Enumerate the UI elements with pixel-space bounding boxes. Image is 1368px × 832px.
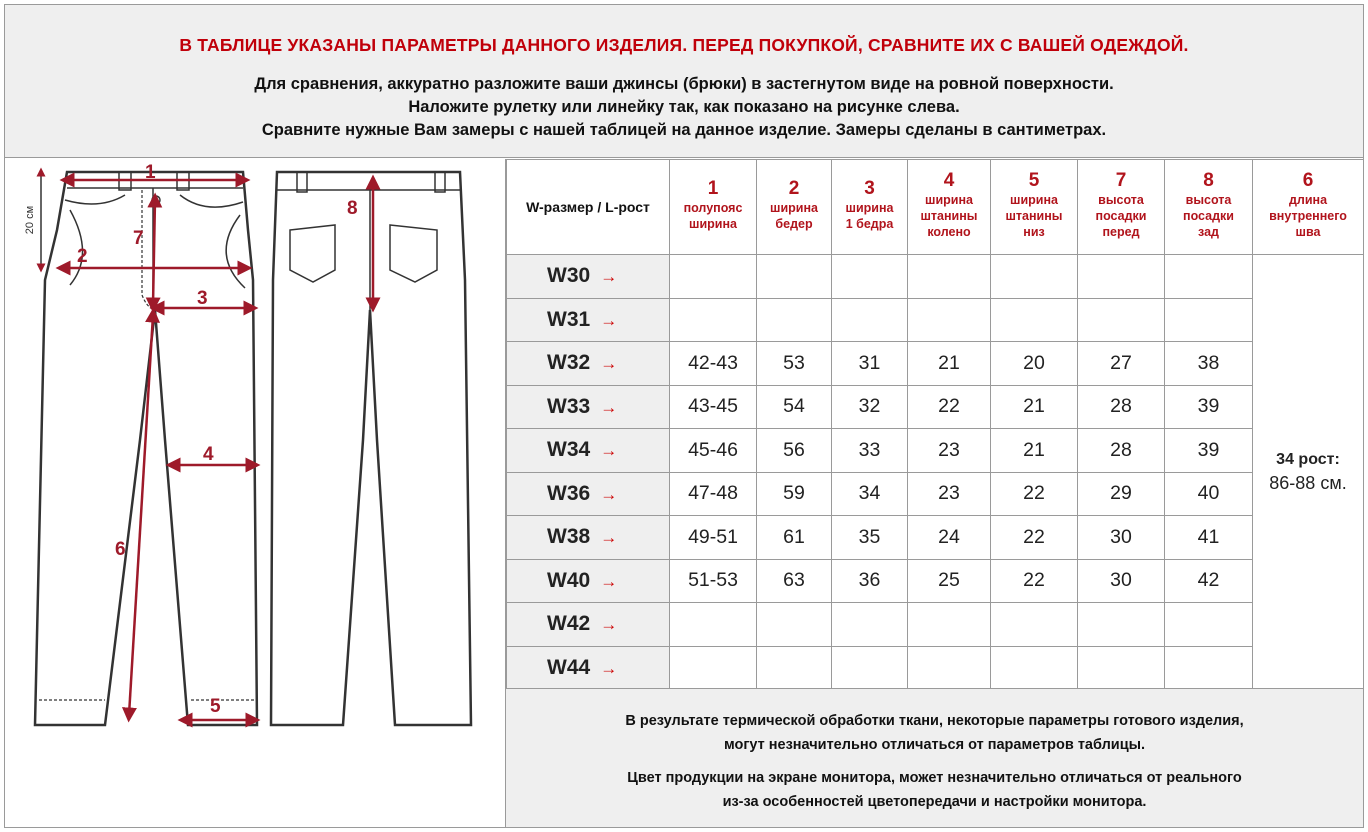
value-cell: 32 <box>832 385 908 429</box>
value-cell: 47-48 <box>670 472 757 516</box>
value-cell: 30 <box>1078 559 1165 603</box>
value-cell: 42-43 <box>670 342 757 386</box>
value-cell: 34 <box>832 472 908 516</box>
inseam-label: 34 рост: <box>1276 450 1340 468</box>
note-line: Цвет продукции на экране монитора, может незначительно отличаться от реального <box>627 770 1242 786</box>
size-cell <box>507 516 670 560</box>
header-row <box>507 160 1364 255</box>
value-cell: 54 <box>757 385 832 429</box>
value-cell: 59 <box>757 472 832 516</box>
marker-7: 7 <box>133 228 144 249</box>
size-label: W36 <box>547 481 591 505</box>
size-label: W44 <box>547 655 591 679</box>
table-row <box>507 646 1364 690</box>
jeans-illustration <box>5 160 505 740</box>
col-header: 1 полупояс ширина <box>670 160 757 255</box>
value-cell: 20 <box>991 342 1078 386</box>
value-cell: 33 <box>832 429 908 473</box>
size-cell <box>507 559 670 603</box>
value-cell: 22 <box>991 559 1078 603</box>
value-cell: 49-51 <box>670 516 757 560</box>
marker-3: 3 <box>197 288 208 309</box>
note-line: могут незначительно отличаться от параметров таблицы. <box>723 737 1146 753</box>
marker-2: 2 <box>77 246 88 267</box>
value-cell <box>670 646 757 690</box>
jeans-measurement-drawing <box>5 160 505 740</box>
value-cell: 28 <box>1078 385 1165 429</box>
marker-5: 5 <box>210 696 221 717</box>
value-cell <box>1165 255 1253 299</box>
marker-4: 4 <box>203 444 214 465</box>
value-cell: 45-46 <box>670 429 757 473</box>
instruction-line: Сравните нужные Вам замеры с нашей таблицей на данное изделие. Замеры сделаны в сантиметрах. <box>261 121 1107 139</box>
value-cell: 21 <box>908 342 991 386</box>
value-cell: 31 <box>832 342 908 386</box>
table-row <box>507 472 1364 516</box>
footer-notes <box>506 688 1363 827</box>
value-cell <box>908 298 991 342</box>
arrow-icon: → <box>600 571 618 591</box>
col-header: 6 длина внутреннего шва <box>1253 160 1364 255</box>
value-cell: 27 <box>1078 342 1165 386</box>
value-cell: 36 <box>832 559 908 603</box>
size-cell <box>507 646 670 690</box>
value-cell: 40 <box>1165 472 1253 516</box>
size-label: W33 <box>547 394 591 418</box>
value-cell <box>832 298 908 342</box>
value-cell <box>757 646 832 690</box>
arrow-icon: → <box>600 528 618 548</box>
value-cell: 35 <box>832 516 908 560</box>
note-color <box>506 766 1363 814</box>
arrow-icon: → <box>600 484 618 504</box>
value-cell: 42 <box>1165 559 1253 603</box>
side-measure-label: 20 см <box>24 205 36 235</box>
value-cell <box>832 603 908 647</box>
size-cell <box>507 255 670 299</box>
size-label: W32 <box>547 351 591 375</box>
col-header: 7 высота посадки перед <box>1078 160 1165 255</box>
value-cell: 30 <box>1078 516 1165 560</box>
arrow-icon: → <box>600 310 618 330</box>
instructions <box>5 73 1363 142</box>
value-cell <box>991 646 1078 690</box>
size-label: W30 <box>547 264 591 288</box>
table-row <box>507 342 1364 386</box>
value-cell: 21 <box>991 429 1078 473</box>
value-cell: 38 <box>1165 342 1253 386</box>
value-cell <box>670 255 757 299</box>
size-header: W-размер / L-рост <box>507 160 670 255</box>
size-cell <box>507 342 670 386</box>
value-cell <box>991 298 1078 342</box>
value-cell: 25 <box>908 559 991 603</box>
col-header: 3 ширина 1 бедра <box>832 160 908 255</box>
value-cell <box>757 255 832 299</box>
value-cell <box>1078 298 1165 342</box>
value-cell: 41 <box>1165 516 1253 560</box>
value-cell: 43-45 <box>670 385 757 429</box>
instruction-line: Наложите рулетку или линейку так, как показано на рисунке слева. <box>408 98 960 116</box>
size-cell <box>507 429 670 473</box>
value-cell: 39 <box>1165 429 1253 473</box>
arrow-icon: → <box>600 397 618 417</box>
marker-6: 6 <box>115 539 126 560</box>
table-row <box>507 559 1364 603</box>
value-cell <box>1078 603 1165 647</box>
inseam-value: 86-88 см. <box>1269 472 1347 493</box>
value-cell: 28 <box>1078 429 1165 473</box>
arrow-icon: → <box>600 658 618 678</box>
col-header: 4 ширина штанины колено <box>908 160 991 255</box>
marker-1: 1 <box>145 162 156 183</box>
value-cell: 22 <box>991 516 1078 560</box>
note-fabric <box>506 709 1363 757</box>
value-cell <box>908 603 991 647</box>
value-cell <box>991 603 1078 647</box>
marker-8: 8 <box>347 198 358 219</box>
value-cell: 39 <box>1165 385 1253 429</box>
arrow-icon: → <box>600 267 618 287</box>
value-cell <box>670 603 757 647</box>
value-cell <box>757 603 832 647</box>
value-cell: 51-53 <box>670 559 757 603</box>
table-row <box>507 603 1364 647</box>
warning-text: В ТАБЛИЦЕ УКАЗАНЫ ПАРАМЕТРЫ ДАННОГО ИЗДЕЛИЯ. ПЕРЕД ПОКУПКОЙ, СРАВНИТЕ ИХ С ВАШЕЙ ОДЕЖДОЙ. <box>179 35 1189 55</box>
back-jeans <box>271 172 471 725</box>
size-label: W42 <box>547 612 591 636</box>
size-cell <box>507 472 670 516</box>
value-cell <box>908 255 991 299</box>
value-cell <box>757 298 832 342</box>
table-row <box>507 429 1364 473</box>
value-cell: 22 <box>908 385 991 429</box>
inseam-cell <box>1253 255 1364 690</box>
size-label: W31 <box>547 307 591 331</box>
table-row <box>507 516 1364 560</box>
arrow-icon: → <box>600 354 618 374</box>
value-cell <box>908 646 991 690</box>
table-row <box>507 255 1364 299</box>
size-label: W38 <box>547 525 591 549</box>
col-header: 5 ширина штанины низ <box>991 160 1078 255</box>
value-cell: 21 <box>991 385 1078 429</box>
size-label: W34 <box>547 438 591 462</box>
value-cell <box>670 298 757 342</box>
value-cell: 63 <box>757 559 832 603</box>
value-cell: 56 <box>757 429 832 473</box>
value-cell <box>1165 603 1253 647</box>
size-cell <box>507 385 670 429</box>
size-table <box>506 159 1364 690</box>
value-cell <box>832 255 908 299</box>
info-header <box>5 5 1363 158</box>
table-row <box>507 298 1364 342</box>
value-cell <box>1078 255 1165 299</box>
value-cell: 29 <box>1078 472 1165 516</box>
size-label: W40 <box>547 568 591 592</box>
value-cell <box>1165 298 1253 342</box>
col-header: 2 ширина бедер <box>757 160 832 255</box>
value-cell <box>832 646 908 690</box>
value-cell <box>991 255 1078 299</box>
value-cell: 61 <box>757 516 832 560</box>
value-cell <box>1165 646 1253 690</box>
col-header: 8 высота посадки зад <box>1165 160 1253 255</box>
value-cell: 24 <box>908 516 991 560</box>
instruction-line: Для сравнения, аккуратно разложите ваши джинсы (брюки) в застегнутом виде на ровной поверхности. <box>254 75 1114 93</box>
size-cell <box>507 603 670 647</box>
value-cell <box>1078 646 1165 690</box>
value-cell: 53 <box>757 342 832 386</box>
size-cell <box>507 298 670 342</box>
table-row <box>507 385 1364 429</box>
note-line: из-за особенностей цветопередачи и настройки монитора. <box>722 794 1147 810</box>
arrow-icon: → <box>600 615 618 635</box>
value-cell: 23 <box>908 429 991 473</box>
value-cell: 22 <box>991 472 1078 516</box>
arrow-icon: → <box>600 441 618 461</box>
value-cell: 23 <box>908 472 991 516</box>
note-line: В результате термической обработки ткани, некоторые параметры готового изделия, <box>625 713 1244 729</box>
